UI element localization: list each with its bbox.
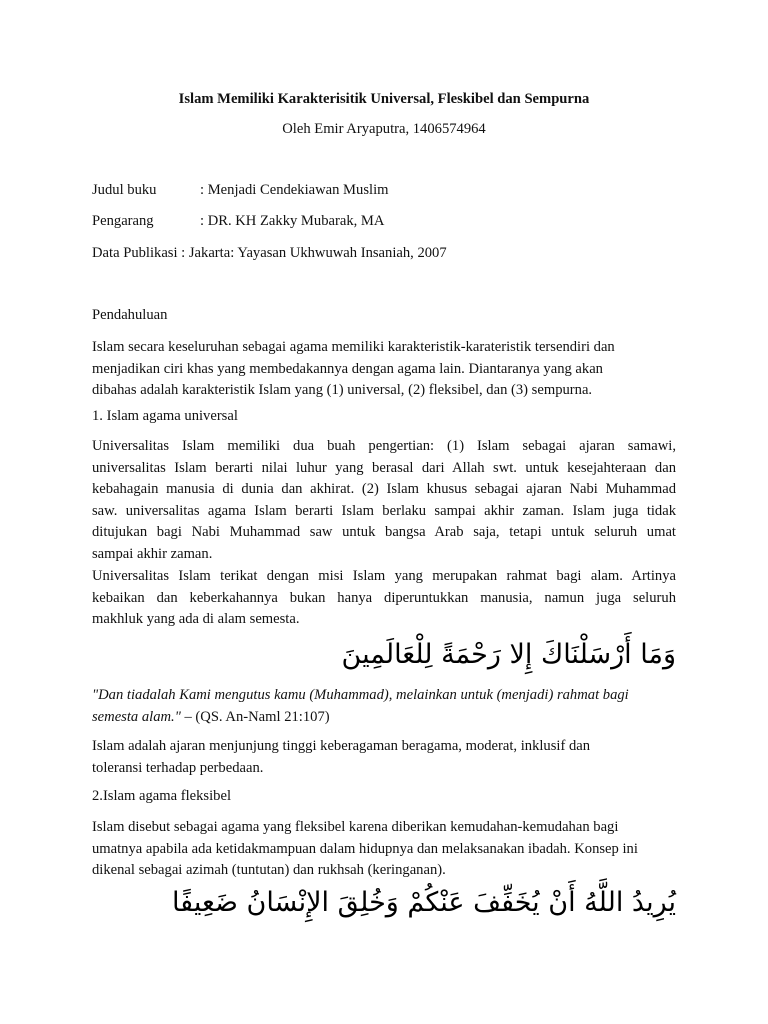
- section1-paragraph-2: [92, 566, 676, 631]
- section2-heading: 2.Islam agama fleksibel: [92, 788, 231, 804]
- section1-p1-line: saw. universalitas agama Islam berarti Islam berlaku sampai akhir zaman. Islam juga tidak: [92, 502, 676, 519]
- translation-italic: semesta alam.": [92, 708, 181, 725]
- meta-judul-row: [92, 180, 388, 202]
- section1-p2-line: makhluk yang ada di alam semesta.: [92, 611, 300, 627]
- meta-judul-label: Judul buku: [92, 182, 157, 198]
- section1-p1-line: sampai akhir zaman.: [92, 545, 213, 562]
- meta-judul-value: : Menjadi Cendekiawan Muslim: [200, 182, 389, 198]
- section1-p2-line: kebaikan dan keberkahannya bukan hanya diperuntukkan manusia, namun juga seluruh: [92, 589, 676, 606]
- intro-paragraph: [92, 337, 676, 402]
- intro-heading: Pendahuluan: [92, 307, 168, 323]
- section2-p1-line: dikenal sebagai azimah (tuntutan) dan rukhsah (keringanan).: [92, 862, 446, 878]
- translation-line-2: [92, 707, 676, 729]
- quran-verse-arabic-1: وَمَا أَرْسَلْنَاكَ إِلا رَحْمَةً لِلْعَالَمِينَ: [341, 639, 676, 670]
- document-title: Islam Memiliki Karakterisitik Universal, Fleskibel dan Sempurna: [178, 91, 590, 107]
- section1-p3-line: Islam adalah ajaran menjunjung tinggi keberagaman beragama, moderat, inklusif dan: [92, 738, 591, 754]
- meta-pengarang-label: Pengarang: [92, 213, 154, 229]
- section2-p1-line: umatnya apabila ada ketidakmampuan dalam hidupnya dan melaksanakan ibadah. Konsep ini: [92, 840, 638, 857]
- document-author: Oleh Emir Aryaputra, 1406574964: [282, 121, 486, 137]
- quran-verse-arabic-2: يُرِيدُ اللَّهُ أَنْ يُخَفِّفَ عَنْكُمْ وَخُلِقَ الإِنْسَانُ ضَعِيفًا: [171, 887, 676, 918]
- intro-line: menjadikan ciri khas yang membedakannya dengan agama lain. Diantaranya yang akan: [92, 360, 603, 377]
- section2-p1-line: Islam disebut sebagai agama yang fleksibel karena diberikan kemudahan-kemudahan bagi: [92, 819, 619, 835]
- section1-p1-line: ditujukan bagi Nabi Muhammad saw untuk bangsa Arab saja, tetapi untuk seluruh umat: [92, 524, 676, 540]
- section1-p1-line: kebahagain manusia di dunia dan akhirat. (2) Islam khusus sebagai ajaran Nabi Muhammad: [92, 481, 676, 497]
- verse-translation: [92, 685, 676, 728]
- section1-p2-line: Universalitas Islam terikat dengan misi Islam yang merupakan rahmat bagi alam. Artinya: [92, 568, 676, 584]
- section1-p3-line: toleransi terhadap perbedaan.: [92, 759, 264, 776]
- section1-heading: 1. Islam agama universal: [92, 408, 238, 424]
- meta-publikasi: Data Publikasi : Jakarta: Yayasan Ukhwuwah Insaniah, 2007: [92, 245, 447, 261]
- section2-paragraph-1: [92, 817, 676, 882]
- intro-line: Islam secara keseluruhan sebagai agama memiliki karakteristik-karateristik tersendiri dan: [92, 339, 615, 355]
- intro-line: dibahas adalah karakteristik Islam yang (1) universal, (2) fleksibel, dan (3) sempurna.: [92, 382, 593, 398]
- section1-paragraph-3: [92, 736, 676, 779]
- meta-pengarang-value: : DR. KH Zakky Mubarak, MA: [200, 213, 385, 229]
- meta-pengarang-row: [92, 211, 384, 233]
- verse-reference: – (QS. An-Naml 21:107): [180, 708, 330, 725]
- section1-paragraph-1: [92, 436, 676, 565]
- section1-p1-line: universalitas Islam berarti nilai luhur yang berasal dari Allah swt. untuk kesejahteraan dan: [92, 459, 676, 476]
- translation-line: "Dan tiadalah Kami mengutus kamu (Muhammad), melainkan untuk (menjadi) rahmat bagi: [92, 687, 629, 703]
- section1-p1-line: Universalitas Islam memiliki dua buah pengertian: (1) Islam sebagai ajaran samawi,: [92, 438, 676, 454]
